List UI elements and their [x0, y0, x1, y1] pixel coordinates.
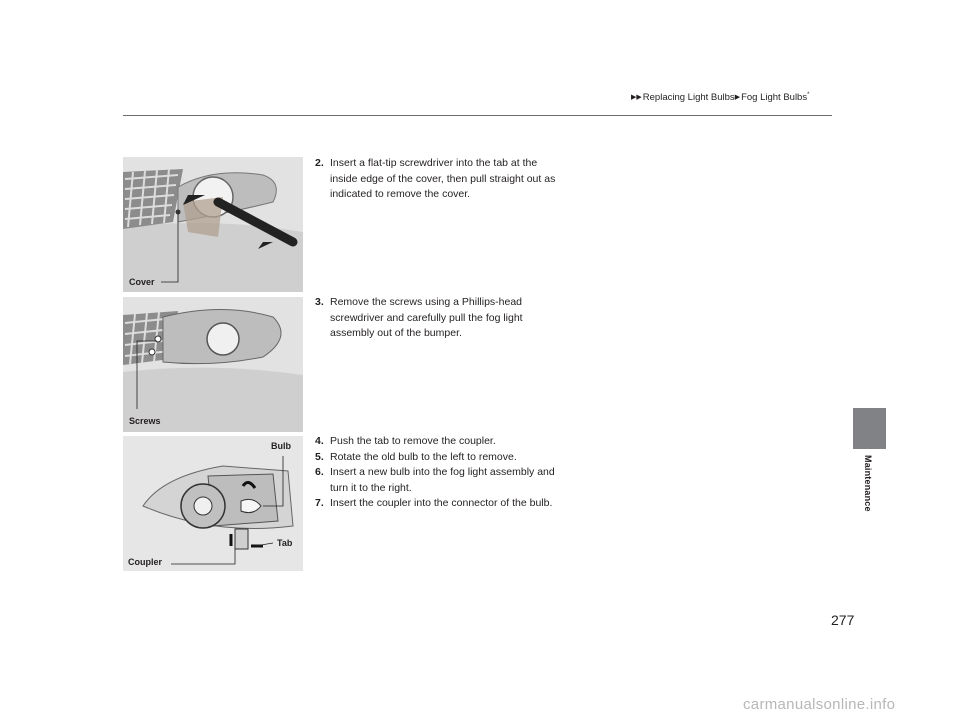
label-coupler: Coupler [128, 557, 163, 567]
chapter-tab-block [853, 408, 886, 449]
header-rule [123, 115, 832, 116]
step-text: Push the tab to remove the coupler. [330, 435, 496, 447]
step-number: 4. [315, 435, 324, 447]
label-tab: Tab [277, 538, 293, 548]
breadcrumb-arrow-icon: ▶▶ [631, 94, 642, 102]
page-number: 277 [831, 612, 855, 628]
figure-remove-screws [123, 297, 303, 432]
step-text: Remove the screws using a Phillips-head screwdriver and carefully pull the fog light assembly out of the bumper. [330, 296, 523, 340]
chapter-title: Maintenance [863, 455, 873, 512]
step-6 [315, 465, 560, 496]
label-cover: Cover [129, 277, 155, 287]
step-text: Insert a new bulb into the fog light assembly and turn it to the right. [330, 466, 555, 494]
step-5 [315, 450, 560, 466]
figure-replace-bulb [123, 436, 303, 571]
screws-leader-line [123, 297, 303, 432]
bulb-leader-lines [123, 436, 303, 571]
breadcrumb-section: Replacing Light Bulbs [642, 92, 735, 104]
steps-4-to-7 [315, 434, 560, 512]
step-number: 5. [315, 450, 324, 463]
figure-remove-cover [123, 157, 303, 292]
step-2 [315, 156, 560, 203]
breadcrumb-arrow-icon: ▶ [734, 94, 741, 102]
step-3 [315, 295, 560, 342]
breadcrumb-page: Fog Light Bulbs [741, 92, 808, 104]
cover-leader-line [123, 157, 303, 292]
watermark: carmanualsonline.info [743, 696, 896, 713]
step-text: Insert a flat-tip screwdriver into the tab at the inside edge of the cover, then pull straight out as indicated to remove the cover. [330, 157, 556, 201]
chapter-tab-label [862, 455, 876, 525]
option-asterisk: * [807, 92, 810, 98]
label-bulb: Bulb [271, 441, 291, 451]
step-text: Rotate the old bulb to the left to remove. [330, 450, 517, 463]
step-number: 3. [315, 296, 324, 308]
label-screws: Screws [129, 416, 161, 426]
breadcrumb [631, 92, 809, 103]
step-7 [315, 496, 560, 512]
step-number: 2. [315, 157, 324, 169]
step-text: Insert the coupler into the connector of the bulb. [330, 497, 553, 510]
step-number: 6. [315, 466, 324, 479]
step-4 [315, 434, 560, 450]
step-number: 7. [315, 497, 324, 510]
